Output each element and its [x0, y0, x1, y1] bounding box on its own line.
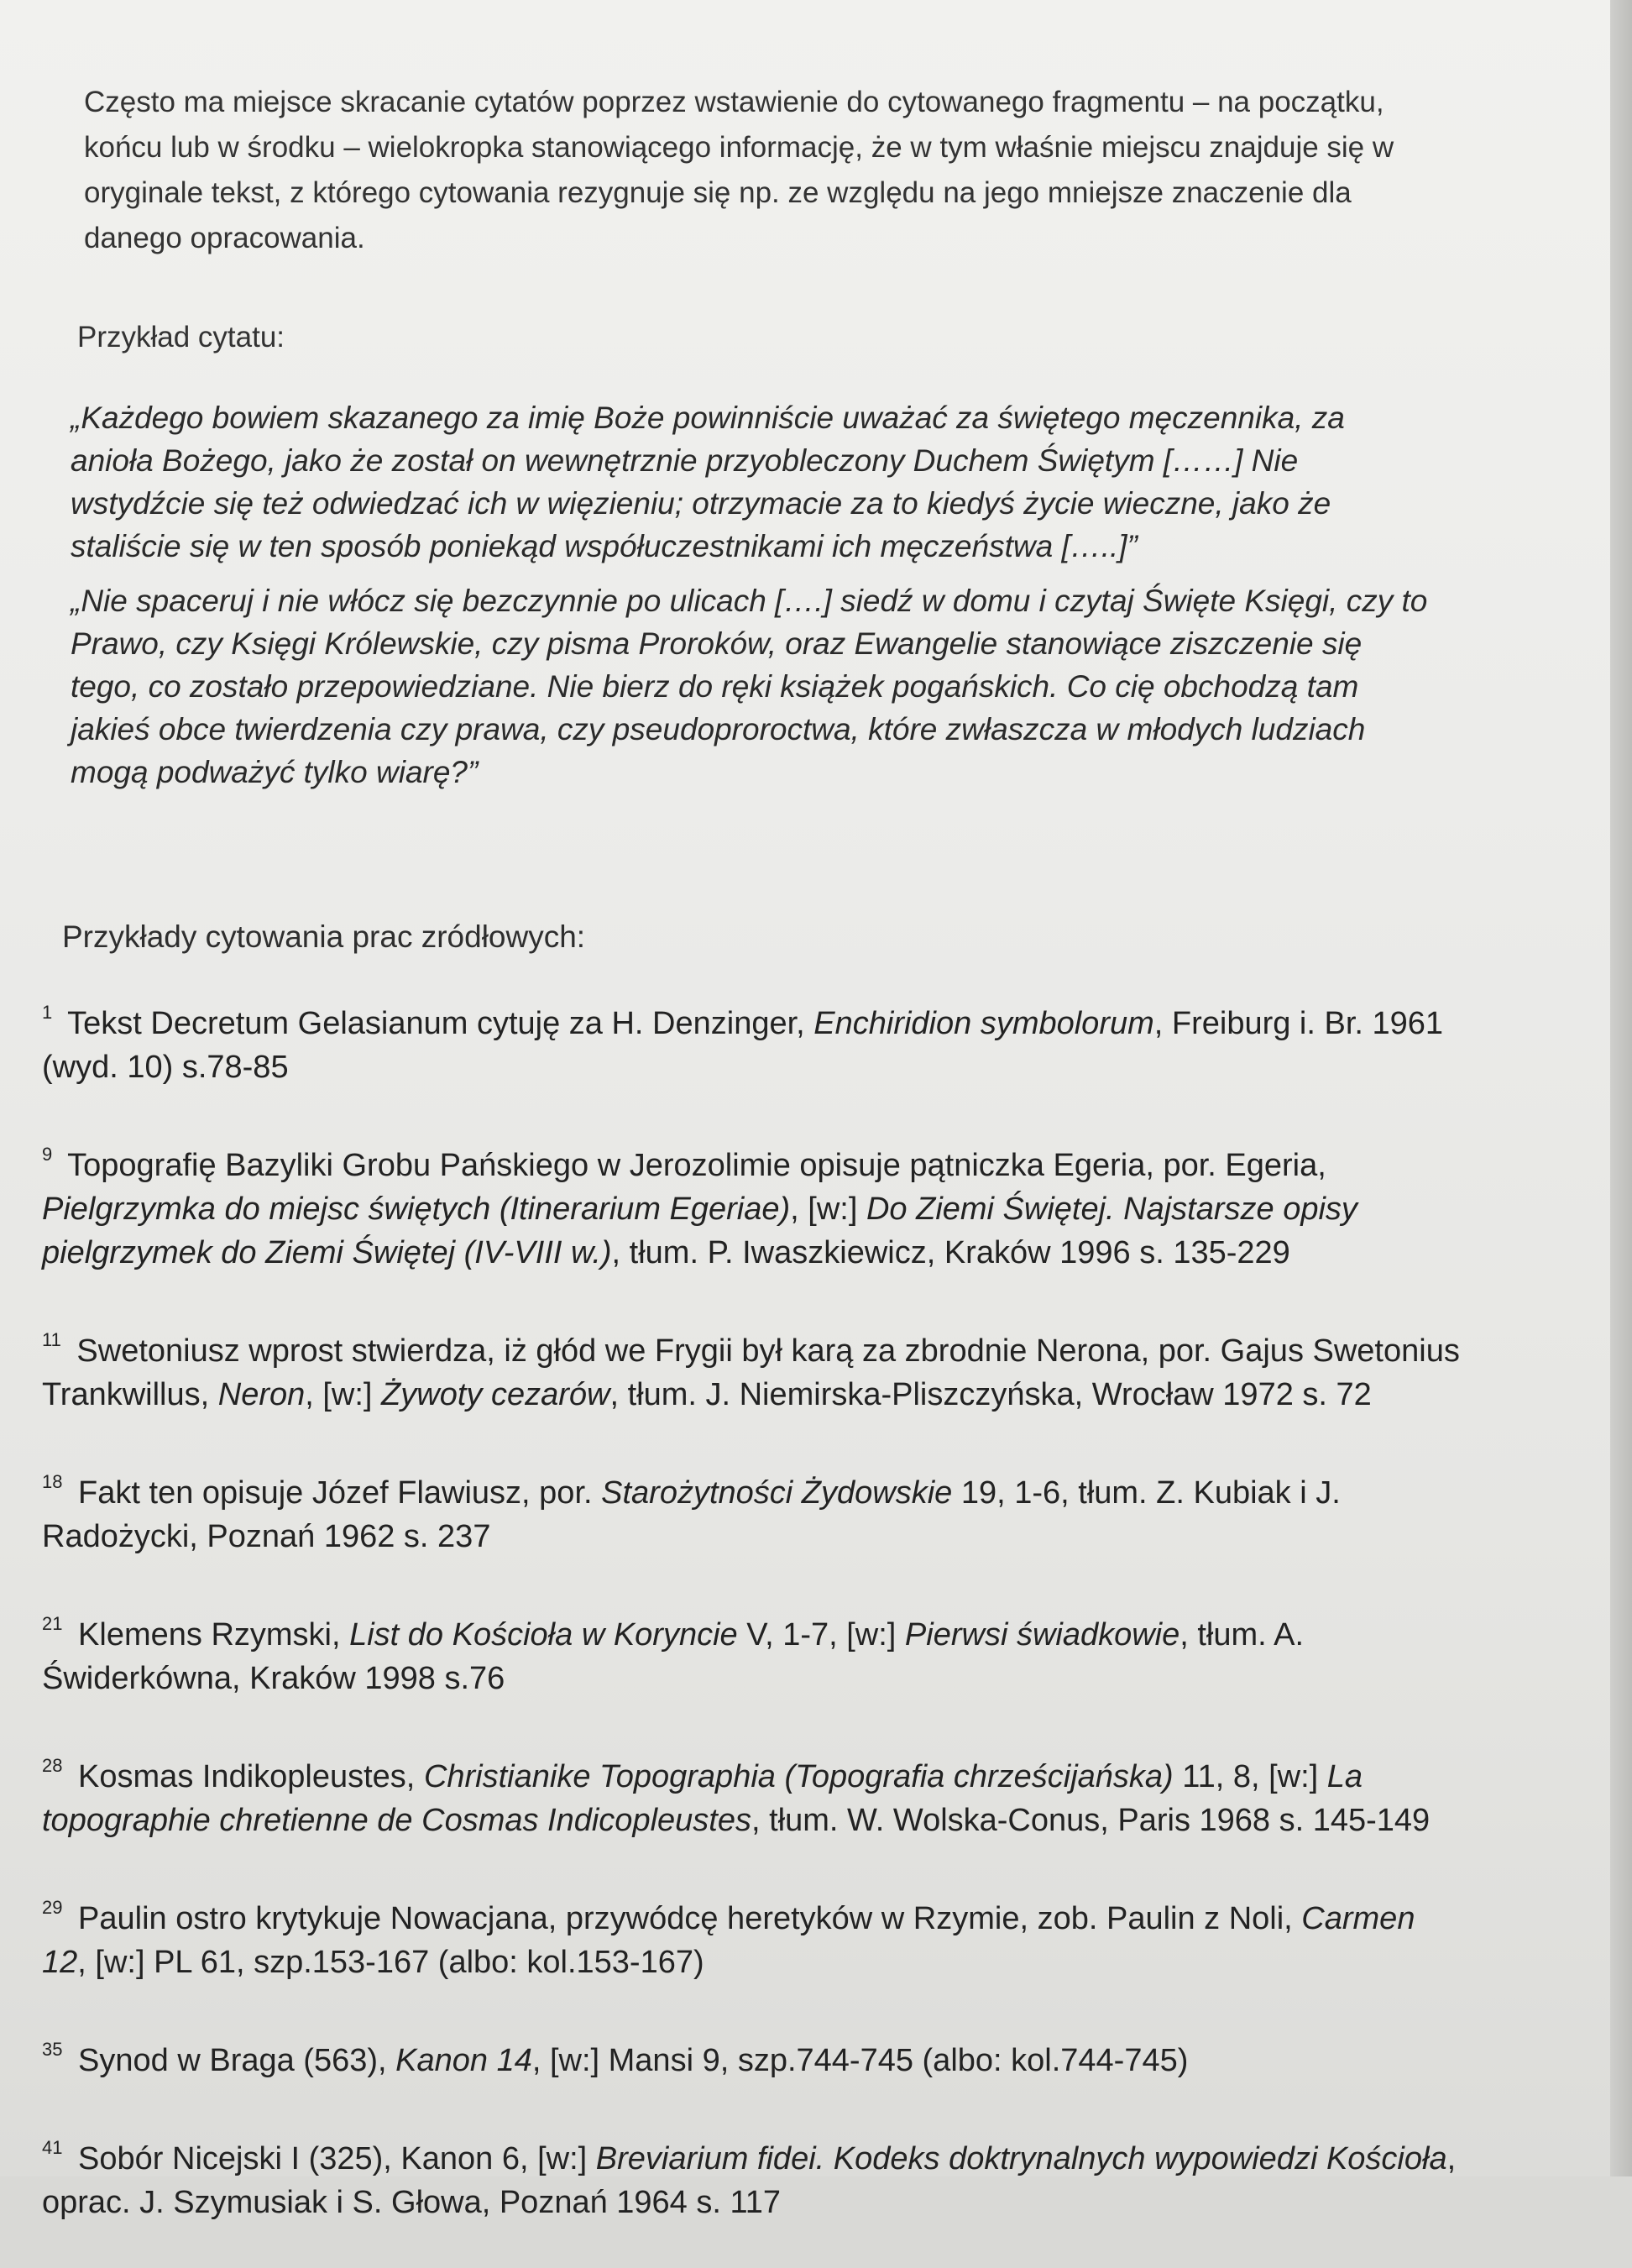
sources-label: Przykłady cytowania prac zródłowych: — [62, 919, 586, 954]
footnote: $^{11}$ Swetoniusz wprost stwierdza, iż głód we Frygii był karą za zbrodnie Nerona, por. Gajus Swetonius Trankwillus, Neron, [w:] Żywoty cezarów, tłum. J. Niemirska-Pliszczyńska, Wrocław 1972 s. 72 — [42, 1329, 1460, 1412]
footnote: $^1$ Tekst Decretum Gelasianum cytuję za H. Denzinger, Enchiridion symbolorum, Freiburg i. Br. 1961 (wyd. 10) s.78-85 — [42, 1002, 1444, 1085]
footnote-number: 11 — [42, 1329, 61, 1350]
footnote: $^{21}$ Klemens Rzymski, List do Kościoła w Koryncie V, 1-7, [w:] Pierwsi świadkowie, tłum. A. Świderkówna, Kraków 1998 s.76 — [42, 1613, 1305, 1696]
footnote-number: 18 — [42, 1471, 63, 1492]
quote-1: „Każdego bowiem skazanego za imię Boże powinniście uważać za świętego męczennika, za anioła Bożego, jako że został on wewnętrznie przyobleczony Duchem Świętym [……] Nie wstydźcie się też odwiedzać ich w więzieniu; otrzymacie za to kiedyś życie wieczne, jako że staliście się w ten sposób poniekąd współuczestnikami ich męczeństwa […..]” — [71, 401, 1345, 563]
example-label: Przykład cytatu: — [77, 321, 285, 354]
quote-2: „Nie spaceruj i nie włócz się bezczynnie po ulicach [….] siedź w domu i czytaj Święte Księgi, czy to Prawo, czy Księgi Królewskie, czy pisma Proroków, oraz Ewangelie stanowiące ziszczenie się tego, co zostało przepowiedziane. Nie bierz do ręki książek pogańskich. Co cię obchodzą tam jakieś obce twierdzenia czy prawa, czy pseudoproroctwa, które zwłaszcza w młodych ludziach mogą podważyć tylko wiarę?” — [71, 584, 1428, 789]
footnote-number: 1 — [42, 1002, 53, 1023]
footnote-number: 9 — [42, 1144, 53, 1165]
footnote: $^{29}$ Paulin ostro krytykuje Nowacjana, przywódcę heretyków w Rzymie, zob. Paulin z Noli, Carmen 12, [w:] PL 61, szp.153-167 (albo: kol.153-167) — [42, 1897, 1415, 1980]
footnote-number: 21 — [42, 1613, 63, 1634]
footnote: $^{18}$ Fakt ten opisuje Józef Flawiusz, por. Starożytności Żydowskie 19, 1-6, tłum. Z. Kubiak i J. Radożycki, Poznań 1962 s. 237 — [42, 1471, 1341, 1554]
footnote: $^{41}$ Sobór Nicejski I (325), Kanon 6, [w:] Breviarium fidei. Kodeks doktrynalnych wypowiedzi Kościoła, oprac. J. Szymusiak i S. Głowa, Poznań 1964 s. 117 — [42, 2137, 1457, 2220]
footnote-number: 35 — [42, 2039, 63, 2060]
footnote: $^{28}$ Kosmas Indikopleustes, Christianike Topographia (Topografia chrześcijańska) 11, 8, [w:] La topographie chretienne de Cosmas Indicopleustes, tłum. W. Wolska-Conus, Paris 1968 s. 145-149 — [42, 1755, 1431, 1838]
footnote: $^9$ Topografię Bazyliki Grobu Pańskiego w Jerozolimie opisuje pątniczka Egeria, por. Egeria, Pielgrzymka do miejsc świętych (Itinerarium Egeriae), [w:] Do Ziemi Świętej. Najstarsze opisy pielgrzymek do Ziemi Świętej (IV-VIII w.), tłum. P. Iwaszkiewicz, Kraków 1996 s. 135-229 — [42, 1144, 1357, 1270]
footnote: $^{35}$ Synod w Braga (563), Kanon 14, [w:] Mansi 9, szp.744-745 (albo: kol.744-745) — [42, 2039, 1189, 2078]
footnote-list — [42, 991, 1461, 2268]
footnote-number: 28 — [42, 1755, 63, 1776]
page-edge-shadow — [1610, 0, 1632, 2176]
footnote-number: 41 — [42, 2137, 63, 2158]
intro-paragraph: Często ma miejsce skracanie cytatów poprzez wstawienie do cytowanego fragmentu – na początku, końcu lub w środku – wielokropka stanowiącego informację, że w tym właśnie miejscu znajduje się w oryginale tekst, z którego cytowania rezygnuje się np. ze względu na jego mniejsze znaczenie dla danego opracowania. — [84, 86, 1394, 254]
footnote-number: 29 — [42, 1897, 63, 1918]
